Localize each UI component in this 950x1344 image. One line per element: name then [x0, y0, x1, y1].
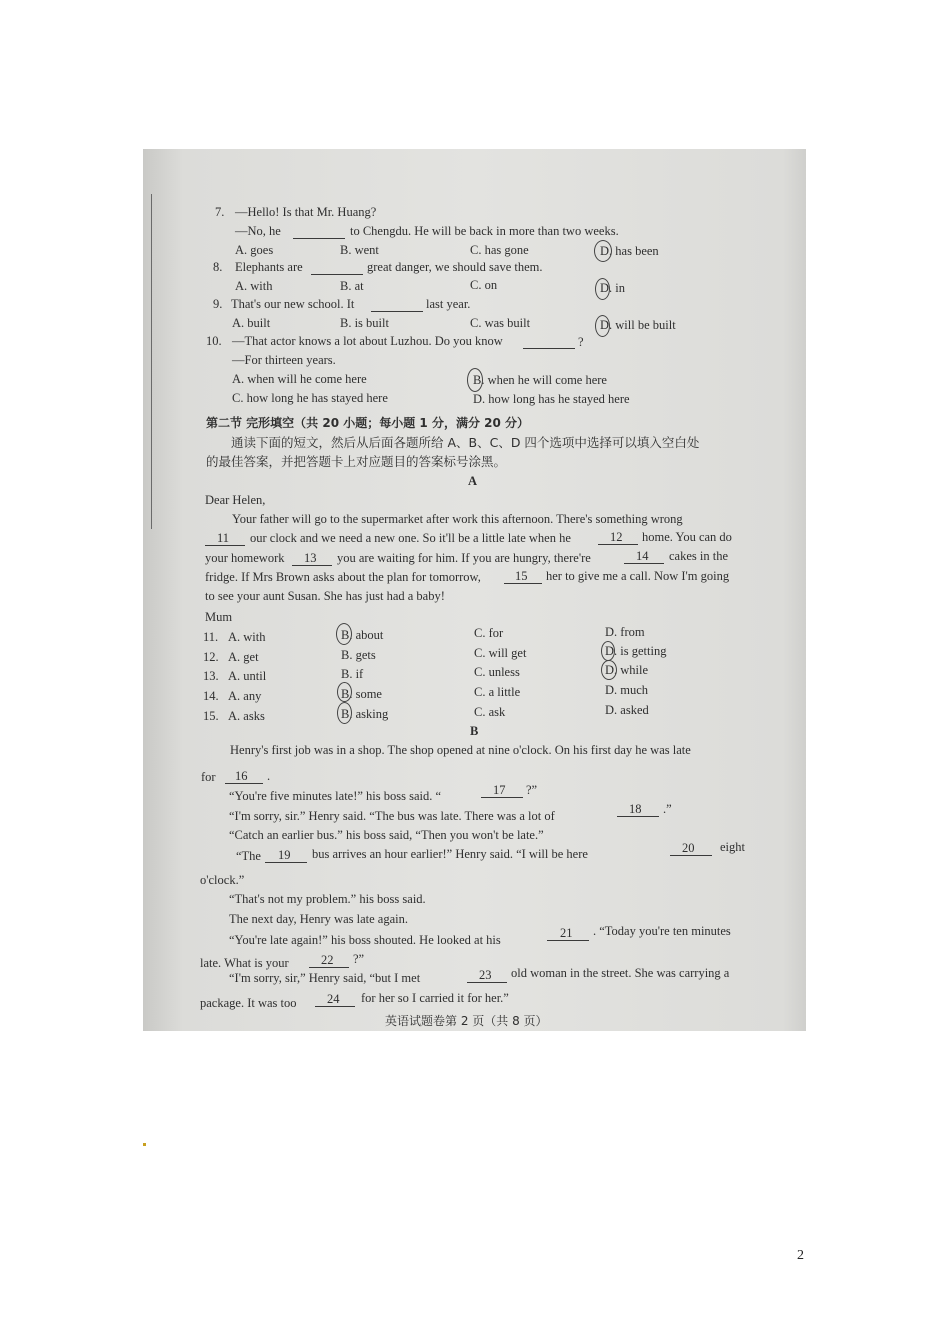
passage-a-line4-end: her to give me a call. Now I'm going	[546, 569, 730, 583]
opt-14-a: A. any	[228, 689, 262, 703]
q7-option-d: D. has been	[600, 244, 659, 258]
answer-circle	[601, 641, 615, 661]
opt-15-a: A. asks	[228, 709, 265, 723]
q10-option-c: C. how long he has stayed here	[232, 391, 388, 405]
passage-b-p9: late. What is your	[200, 956, 289, 970]
q10-line1: —That actor knows a lot about Luzhou. Do you know	[232, 334, 503, 348]
passage-b-p1-end: .	[267, 769, 271, 783]
q7-line2: —No, he	[235, 224, 281, 238]
q7-blank	[293, 238, 345, 239]
opt-15-d: D. asked	[605, 703, 649, 717]
passage-a-line3: your homework	[205, 551, 285, 565]
blank-12: 12	[610, 530, 623, 544]
q10-line2: —For thirteen years.	[232, 353, 336, 367]
blank-13-line	[292, 565, 332, 566]
blank-20-line	[670, 855, 712, 856]
answer-circle	[595, 278, 610, 300]
answer-circle	[337, 682, 352, 702]
q10-option-d: D. how long has he stayed here	[473, 392, 630, 406]
answer-circle	[467, 368, 483, 392]
opt-14-b: B. some	[341, 687, 382, 701]
opt-12-a: A. get	[228, 650, 259, 664]
passage-b-p1: Henry's first job was in a shop. The shop opened at nine o'clock. On his first day he was late	[230, 743, 691, 757]
passage-a-label: A	[468, 474, 478, 488]
opt-12-d: D. is getting	[605, 644, 667, 658]
passage-b-p5-oclock: o'clock.”	[200, 873, 245, 887]
q9-option-c: C. was built	[470, 316, 531, 330]
passage-b-p3-end: .”	[663, 802, 672, 816]
blank-16: 16	[235, 769, 248, 783]
opt-13-a: A. until	[228, 669, 267, 683]
blank-15: 15	[515, 569, 528, 583]
blank-24-line	[315, 1006, 355, 1007]
opt-13-b: B. if	[341, 667, 364, 681]
passage-b-p8-end: . “Today you're ten minutes	[593, 924, 731, 938]
opt-15-b: B. asking	[341, 707, 389, 721]
opt-12-b: B. gets	[341, 648, 376, 662]
blank-22-line	[309, 967, 349, 968]
letter-signature: Mum	[205, 610, 233, 624]
opt-11-b: B. about	[341, 628, 384, 642]
opt-11-no: 11.	[203, 630, 219, 644]
passage-a-line2-end: home. You can do	[642, 530, 732, 544]
q7-line2b: to Chengdu. He will be back in more than two weeks.	[350, 224, 619, 238]
section-title: 第二节 完形填空（共 20 小题；每小题 1 分，满分 20 分）	[206, 416, 529, 430]
answer-circle	[601, 660, 617, 680]
q8-number: 8.	[213, 260, 223, 274]
q7-option-b: B. went	[340, 243, 379, 257]
q8-line1: Elephants are	[235, 260, 303, 274]
passage-b-p3: “I'm sorry, sir.” Henry said. “The bus was late. There was a lot of	[229, 809, 555, 823]
blank-15-line	[504, 583, 542, 584]
blank-17-line	[481, 797, 523, 798]
passage-b-p11-end: for her so I carried it for her.”	[361, 991, 509, 1005]
q7-option-a: A. goes	[235, 243, 274, 257]
exam-page-photo	[143, 149, 806, 1031]
q9-option-d: D. will be built	[600, 318, 676, 332]
blank-23: 23	[479, 968, 492, 982]
q8-option-a: A. with	[235, 279, 273, 293]
blank-11: 11	[217, 531, 230, 545]
passage-b-p1-for: for	[201, 770, 216, 784]
section-instructions-2: 的最佳答案，并把答题卡上对应题目的答案标号涂黑。	[206, 454, 507, 469]
opt-12-no: 12.	[203, 650, 219, 664]
q10-number: 10.	[206, 334, 222, 348]
passage-b-p5-end: eight	[720, 840, 745, 854]
blank-16-line	[225, 783, 263, 784]
passage-a-line2: our clock and we need a new one. So it'll be a little late when he	[250, 531, 571, 545]
passage-b-p2: “You're five minutes late!” his boss said. “	[229, 789, 442, 803]
q8-option-c: C. on	[470, 278, 498, 292]
opt-11-a: A. with	[228, 630, 266, 644]
opt-14-no: 14.	[203, 689, 219, 703]
q8-option-d: D. in	[600, 281, 625, 295]
passage-b-p5: “The	[236, 849, 261, 863]
q9-number: 9.	[213, 297, 223, 311]
passage-a-line4: fridge. If Mrs Brown asks about the plan for tomorrow,	[205, 570, 481, 584]
opt-15-c: C. ask	[474, 705, 506, 719]
passage-b-p10: “I'm sorry, sir,” Henry said, “but I met	[229, 971, 421, 985]
q7-line1: —Hello! Is that Mr. Huang?	[235, 205, 377, 219]
answer-circle	[337, 702, 352, 724]
passage-b-p8: “You're late again!” his boss shouted. He looked at his	[229, 933, 501, 947]
blank-21-line	[547, 940, 589, 941]
blank-23-line	[467, 982, 507, 983]
q10-option-b: B. when he will come here	[473, 373, 607, 387]
blank-18: 18	[629, 802, 642, 816]
blank-17: 17	[493, 783, 506, 797]
opt-15-no: 15.	[203, 709, 219, 723]
passage-a-line1: Your father will go to the supermarket after work this afternoon. There's something wrong	[232, 512, 683, 526]
answer-circle	[594, 240, 612, 262]
exam-footer: 英语试题卷第 2 页（共 8 页）	[385, 1014, 548, 1028]
q9-blank	[371, 311, 423, 312]
margin-line	[151, 194, 152, 529]
passage-a-line5: to see your aunt Susan. She has just had a baby!	[205, 589, 445, 603]
letter-greeting: Dear Helen,	[205, 493, 266, 507]
q8-option-b: B. at	[340, 279, 364, 293]
opt-14-d: D. much	[605, 683, 649, 697]
blank-14: 14	[636, 549, 649, 563]
blank-14-line	[624, 563, 664, 564]
q7-option-c: C. has gone	[470, 243, 529, 257]
blank-22: 22	[321, 953, 334, 967]
q9-line1b: last year.	[426, 297, 471, 311]
passage-b-p5-mid: bus arrives an hour earlier!” Henry said. “I will be here	[312, 847, 588, 861]
blank-11-line	[205, 545, 245, 546]
passage-b-p11: package. It was too	[200, 996, 297, 1010]
blank-13: 13	[304, 551, 317, 565]
passage-b-p6: “That's not my problem.” his boss said.	[229, 892, 426, 906]
opt-14-c: C. a little	[474, 685, 521, 699]
q10-blank	[523, 348, 575, 349]
passage-b-p7: The next day, Henry was late again.	[229, 912, 408, 926]
passage-b-p4: “Catch an earlier bus.” his boss said, “Then you won't be late.”	[229, 828, 544, 842]
passage-a-line3-mid: you are waiting for him. If you are hungry, there're	[337, 551, 591, 565]
opt-12-c: C. will get	[474, 646, 527, 660]
blank-19: 19	[278, 848, 291, 862]
opt-11-d: D. from	[605, 625, 645, 639]
q8-blank	[311, 274, 363, 275]
blank-20: 20	[682, 841, 695, 855]
page-number: 2	[797, 1248, 804, 1263]
q10-line1b: ?	[578, 335, 584, 349]
opt-13-no: 13.	[203, 669, 219, 683]
q9-option-b: B. is built	[340, 316, 389, 330]
opt-11-c: C. for	[474, 626, 504, 640]
section-instructions-1: 通读下面的短文，然后从后面各题所给 A、B、C、D 四个选项中选择可以填入空白处	[231, 435, 700, 450]
stray-mark	[143, 1143, 146, 1146]
q10-option-a: A. when will he come here	[232, 372, 367, 386]
answer-circle	[595, 315, 610, 337]
q9-line1: That's our new school. It	[231, 297, 355, 311]
passage-b-p10-end: old woman in the street. She was carrying a	[511, 966, 730, 980]
blank-18-line	[617, 816, 659, 817]
blank-21: 21	[560, 926, 573, 940]
blank-24: 24	[327, 992, 340, 1006]
q8-line1b: great danger, we should save them.	[367, 260, 543, 274]
blank-12-line	[598, 544, 638, 545]
q9-option-a: A. built	[232, 316, 271, 330]
blank-19-line	[265, 862, 307, 863]
q7-number: 7.	[215, 205, 225, 219]
opt-13-c: C. unless	[474, 665, 520, 679]
passage-b-label: B	[470, 724, 479, 738]
passage-b-p2-end: ?”	[526, 783, 538, 797]
passage-b-p9-end: ?”	[353, 952, 365, 966]
passage-a-line3-end: cakes in the	[669, 549, 729, 563]
answer-circle	[336, 623, 352, 645]
opt-13-d: D. while	[605, 663, 649, 677]
